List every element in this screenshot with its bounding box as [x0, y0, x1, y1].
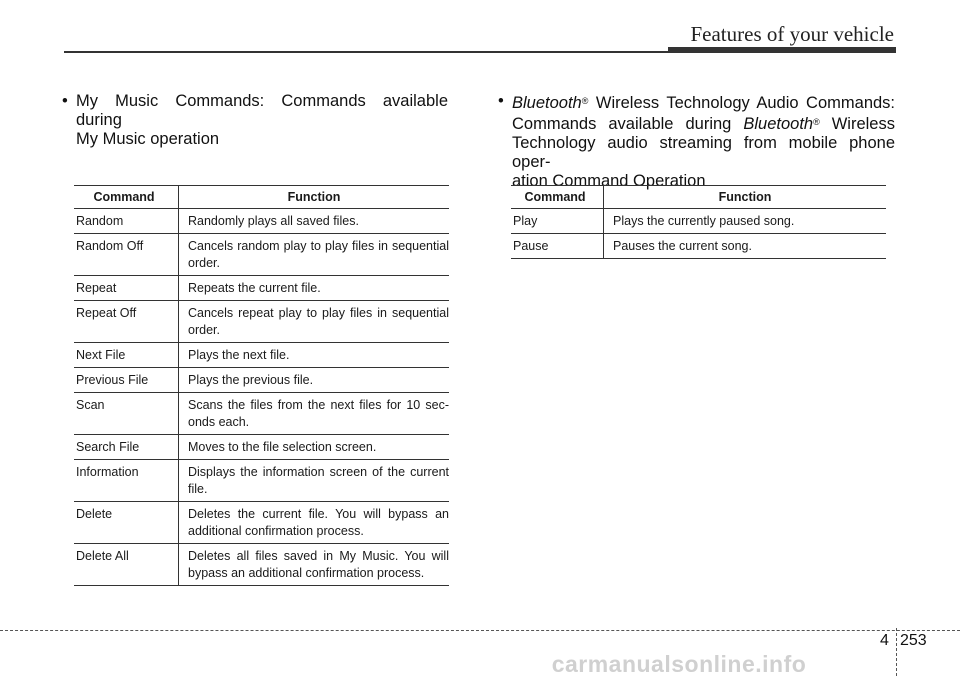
table-row — [74, 276, 449, 301]
command-cell: Scan — [74, 393, 179, 435]
table-row — [74, 301, 449, 343]
command-cell: Repeat Off — [74, 301, 179, 343]
watermark-text: carmanualsonline.info — [551, 651, 807, 677]
bluetooth-audio-intro — [498, 92, 895, 191]
registered-mark: ® — [813, 117, 820, 127]
table-row — [74, 544, 449, 586]
bullet-icon: • — [498, 92, 504, 110]
table-row — [74, 343, 449, 368]
table-row — [511, 234, 886, 259]
function-cell: Deletes all files saved in My Music. You will bypass an additional confirmation process. — [179, 544, 450, 586]
footer-divider — [0, 630, 960, 631]
chapter-number: 4 — [880, 632, 889, 649]
table-row — [74, 234, 449, 276]
bluetooth-brand-text: Bluetooth — [512, 94, 582, 112]
intro-text-part-1: Wireless Technology Audio Commands: — [595, 94, 895, 112]
command-cell: Random — [74, 209, 179, 234]
command-cell: Delete — [74, 502, 179, 544]
header-rule — [64, 51, 668, 53]
header-accent-bar — [668, 47, 896, 53]
function-cell: Pauses the current song. — [604, 234, 887, 259]
intro-text-line-1: My Music Commands: Commands available during — [76, 92, 448, 129]
function-cell: Plays the next file. — [179, 343, 450, 368]
table-row — [74, 435, 449, 460]
command-cell: Random Off — [74, 234, 179, 276]
column-header-function: Function — [179, 186, 450, 209]
registered-mark: ® — [581, 96, 589, 106]
table-header-row — [74, 186, 449, 209]
table-row — [74, 209, 449, 234]
table-row — [511, 209, 886, 234]
column-header-function: Function — [604, 186, 887, 209]
my-music-commands-table — [74, 185, 449, 586]
function-cell: Cancels repeat play to play files in sequential order. — [179, 301, 450, 343]
bullet-icon: • — [62, 92, 68, 110]
intro-text-line-2: My Music operation — [76, 130, 220, 148]
column-header-command: Command — [74, 186, 179, 209]
bluetooth-brand-text: Bluetooth — [743, 115, 814, 133]
command-cell: Next File — [74, 343, 179, 368]
function-cell: Randomly plays all saved files. — [179, 209, 450, 234]
function-cell: Displays the information screen of the current file. — [179, 460, 450, 502]
command-cell: Delete All — [74, 544, 179, 586]
page-header-title: Features of your vehicle — [690, 22, 894, 46]
command-cell: Previous File — [74, 368, 179, 393]
function-cell: Cancels random play to play files in sequential order. — [179, 234, 450, 276]
my-music-intro — [62, 92, 448, 149]
intro-text-line-4: ation Command Operation — [512, 172, 706, 190]
column-header-command: Command — [511, 186, 604, 209]
table-row — [74, 368, 449, 393]
table-header-row — [511, 186, 886, 209]
command-cell: Repeat — [74, 276, 179, 301]
intro-text-part-2: Commands available during — [512, 115, 732, 133]
command-cell: Pause — [511, 234, 604, 259]
table-row — [74, 502, 449, 544]
function-cell: Deletes the current file. You will bypass an additional confirmation process. — [179, 502, 450, 544]
table-row — [74, 393, 449, 435]
table-row — [74, 460, 449, 502]
function-cell: Moves to the file selection screen. — [179, 435, 450, 460]
command-cell: Play — [511, 209, 604, 234]
intro-text-part-3: Wireless — [831, 115, 895, 133]
page-number: 253 — [900, 632, 927, 649]
function-cell: Plays the previous file. — [179, 368, 450, 393]
command-cell: Search File — [74, 435, 179, 460]
bluetooth-audio-commands-table — [511, 185, 886, 259]
function-cell: Plays the currently paused song. — [604, 209, 887, 234]
function-cell: Scans the files from the next files for 10 sec-onds each. — [179, 393, 450, 435]
intro-text-line-3: Technology audio streaming from mobile phone oper- — [512, 134, 895, 171]
function-cell: Repeats the current file. — [179, 276, 450, 301]
command-cell: Information — [74, 460, 179, 502]
